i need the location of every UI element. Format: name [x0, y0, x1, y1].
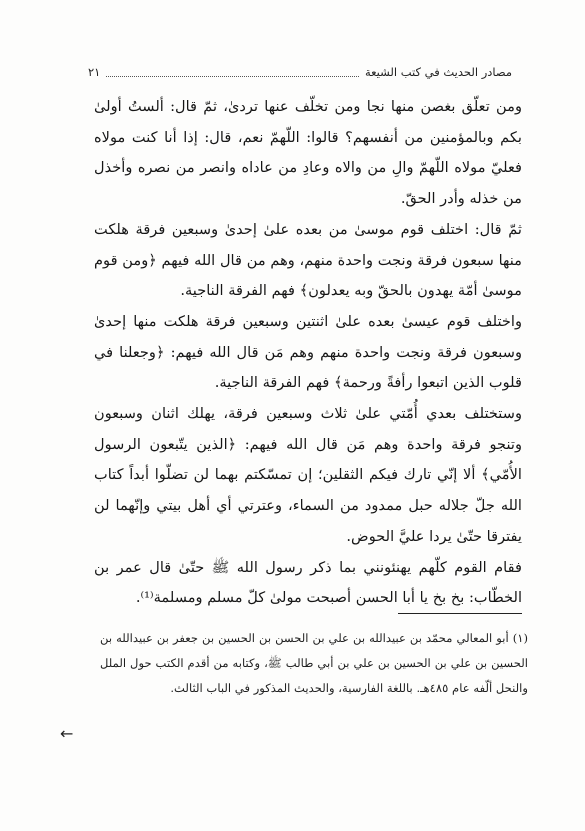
paragraph: واختلف قوم عيسىٰ بعده علىٰ اثنتين وسبعين فرقة هلكت منها إحدىٰ وسبعون فرقة ونجت واحدة منهم وهم مَن قال الله فيهم: ﴿وجعلنا في قلوب الذين اتبعوا رأفةً ورحمة﴾ فهم الفرقة الناجية. — [94, 312, 522, 392]
paragraph: ومن تعلّق بغصن منها نجا ومن تخلّف عنها تردىٰ، ثمّ قال: ألستُ أولىٰ بكم وبالمؤمنين من أنفسهم؟ قالوا: اللّهمّ نعم، قال: إذا أنا كنت مولاه فعليّ مولاه اللّهمّ والِ من والاه وعادِ من عاداه وانصر من نصره وأخذل من خذله وأدر الحقّ. — [94, 98, 522, 208]
footnote — [100, 626, 528, 701]
paragraph: ثمّ قال: اختلف قوم موسىٰ من بعده علىٰ إحدىٰ وسبعين فرقة هلكت منها سبعون فرقة ونجت واحدة منهم، وهم من قال الله فيهم ﴿ومن قوم موسىٰ أمّة يهدون بالحقّ وبه يعدلون﴾ فهم الفرقة الناجية. — [94, 220, 522, 300]
footnote-separator — [398, 613, 522, 614]
footnote-text: (١) أبو المعالي محمّد بن عبيدالله بن علي بن الحسن بن الحسين بن جعفر بن عبيدالله بن الحسين بن علي بن الحسين بن علي بن أبي طالب ﷺ، وكتابه من أقدم الكتب حول الملل والنحل ألّفه عام ٤٨٥هـ. باللغة الفارسية، والحديث المذكور في الباب الثالث. — [100, 631, 528, 695]
paragraph: فقام القوم كلّهم يهنئونني بما ذكر رسول الله ﷺ حتّىٰ قال عمر بن الخطّاب: بخ بخ يا أبا الحسن أصبحت مولىٰ كلّ مسلم ومسلمة⁽¹⁾. — [94, 558, 522, 607]
paragraph: وستختلف بعدي أُمّتي علىٰ ثلاث وسبعين فرقة، يهلك اثنان وسبعون وتنجو فرقة واحدة وهم مَن قال الله فيهم: ﴿الذين يتّبعون الرسول الأُمّي﴾ ألا إنّي تارك فيكم الثقلين؛ إن تمسّكتم بهما لن تضلّوا أبداً كتاب الله جلّ جلاله حبل ممدود من السماء، وعترتي أي أهل بيتي وإنّهما لن يفترقا حتّىٰ يردا عليَّ الحوض. — [94, 405, 522, 545]
main-text — [94, 92, 522, 614]
continue-arrow-icon: ← — [60, 724, 74, 743]
book-title: مصادر الحديث في كتب الشيعة — [364, 65, 512, 79]
page-number: ٢١ — [88, 65, 101, 79]
running-header — [88, 62, 512, 82]
leader-dots — [106, 68, 359, 77]
